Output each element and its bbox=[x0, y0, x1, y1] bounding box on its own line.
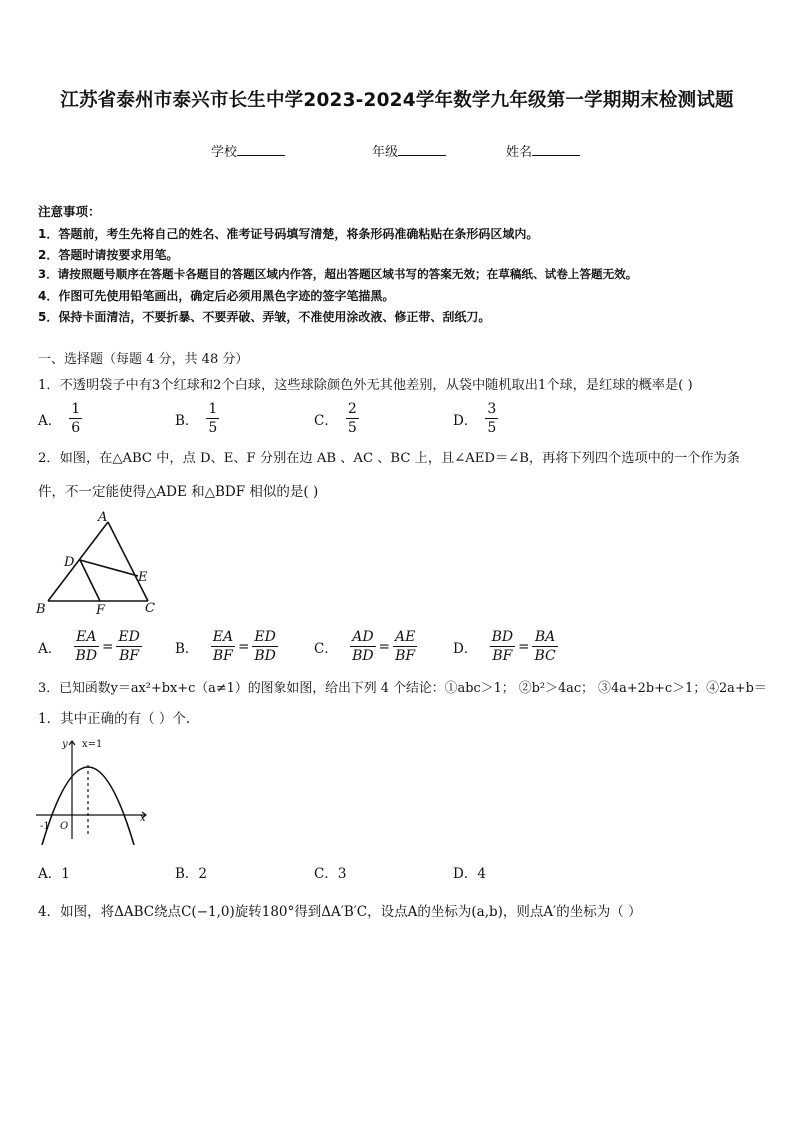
q3-option-a: A．1 bbox=[38, 866, 70, 882]
x-label: x bbox=[140, 813, 146, 824]
label-e: E bbox=[138, 570, 148, 585]
label-d: D bbox=[64, 555, 75, 570]
question-4-stem: 4．如图，将ΔABC绕点C(−1,0)旋转180°得到ΔA′B′C，设点A的坐标为(a,b)，则点A′的坐标为（ ） bbox=[38, 904, 642, 920]
grade-field bbox=[372, 141, 446, 160]
y-label: y bbox=[62, 739, 68, 750]
grade-blank bbox=[398, 143, 446, 156]
notice-heading: 注意事项： bbox=[38, 204, 101, 219]
q3-option-d: D．4 bbox=[453, 866, 486, 882]
name-label: 姓名 bbox=[506, 145, 533, 160]
name-blank bbox=[532, 143, 580, 156]
question-2-stem-line1: 2．如图，在△ABC 中，点 D、E、F 分别在边 AB 、AC 、BC 上，且∠AED＝∠B，再将下列四个选项中的一个作为条 bbox=[38, 451, 740, 466]
question-1-stem: 1．不透明袋子中有3个红球和2个白球，这些球除颜色外无其他差别，从袋中随机取出1个球，是红球的概率是( ) bbox=[38, 378, 693, 393]
grade-label: 年级 bbox=[372, 145, 399, 160]
segment-ac bbox=[108, 522, 148, 601]
notice-item: 1．答题前，考生先将自己的姓名、准考证号码填写清楚，将条形码准确粘贴在条形码区域内。 bbox=[38, 227, 539, 241]
parabola-graph bbox=[34, 735, 154, 845]
question-3-stem-line2: 1．其中正确的有（ ）个. bbox=[38, 711, 191, 727]
notice-item: 2．答题时请按要求用笔。 bbox=[38, 248, 179, 262]
triangle-figure bbox=[30, 508, 170, 618]
label-a: A bbox=[98, 510, 108, 525]
name-field bbox=[506, 141, 580, 160]
axis-line-label: x=1 bbox=[82, 739, 103, 750]
notice-item: 3．请按照题号顺序在答题卡各题目的答题区域内作答，超出答题区域书写的答案无效；在草稿纸、试卷上答题无效。 bbox=[38, 267, 638, 281]
q1-option-c: C． $\frac{2}{5}$ bbox=[314, 401, 357, 436]
segment-df bbox=[80, 560, 100, 601]
page-title: 江苏省泰州市泰兴市长生中学2023-2024学年数学九年级第一学期期末检测试题 bbox=[60, 90, 734, 111]
q2-option-a: A． $\frac{EA}{BD}$ = $\frac{ED}{BF}$ bbox=[38, 629, 140, 664]
label-f: F bbox=[96, 603, 106, 618]
q3-option-c: C．3 bbox=[314, 866, 347, 882]
question-3-stem-line1: 3．已知函数y＝ax²+bx+c（a≠1）的图象如图，给出下列 4 个结论：①abc＞1； ②b²＞4ac； ③4a+2b+c＞1；④2a+b＝ bbox=[38, 681, 767, 696]
school-blank bbox=[237, 143, 285, 156]
notice-item: 5．保持卡面清洁，不要折暴、不要弄破、弄皱，不准使用涂改液、修正带、刮纸刀。 bbox=[38, 310, 491, 324]
school-field bbox=[211, 141, 285, 160]
question-2-stem-line2: 件，不一定能使得△ADE 和△BDF 相似的是( ) bbox=[38, 484, 319, 500]
segment-ab bbox=[48, 522, 108, 601]
origin-label: O bbox=[60, 821, 69, 832]
q2-option-b: B． $\frac{EA}{BF}$ = $\frac{ED}{BD}$ bbox=[175, 629, 276, 664]
section-heading: 一、选择题（每题 4 分，共 48 分） bbox=[38, 352, 249, 367]
q2-option-d: D． $\frac{BD}{BF}$ = $\frac{BA}{BC}$ bbox=[453, 629, 556, 664]
school-label: 学校 bbox=[211, 145, 238, 160]
q3-option-b: B．2 bbox=[175, 866, 208, 882]
label-b: B bbox=[36, 602, 46, 617]
label-c: C bbox=[145, 601, 155, 616]
q1-option-a: A． $\frac{1}{6}$ bbox=[38, 401, 81, 436]
notice-item: 4．作图可先使用铅笔画出，确定后必须用黑色字迹的签字笔描黑。 bbox=[38, 289, 395, 303]
neg-one-label: -1 bbox=[40, 821, 50, 832]
q1-option-d: D． $\frac{3}{5}$ bbox=[453, 401, 497, 436]
q1-option-b: B． $\frac{1}{5}$ bbox=[175, 401, 218, 436]
q2-option-c: C． $\frac{AD}{BD}$ = $\frac{AE}{BF}$ bbox=[314, 629, 416, 664]
